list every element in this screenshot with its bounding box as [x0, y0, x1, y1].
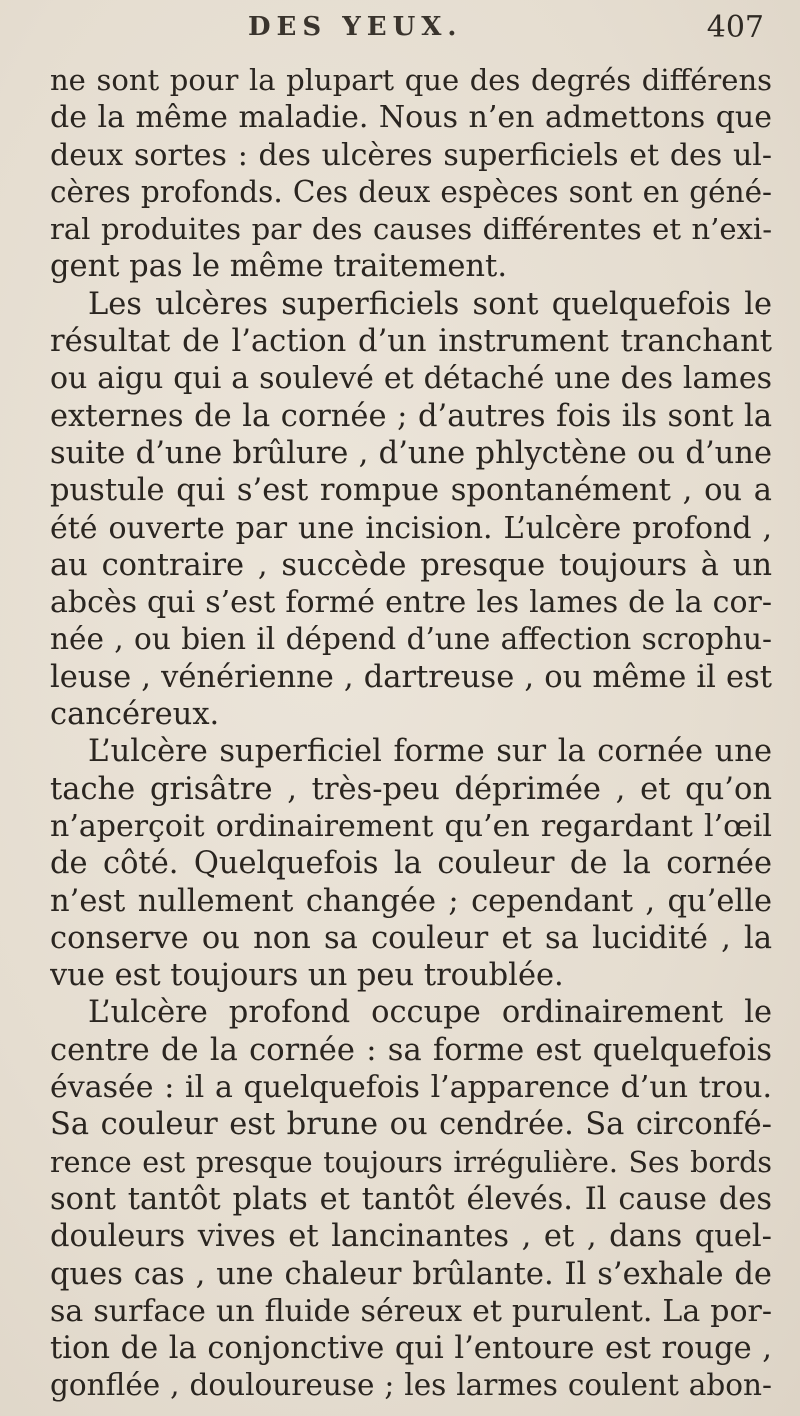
text-line: ne sont pour la plupart que des degrés différens — [50, 63, 772, 97]
page-number: 407 — [706, 10, 764, 45]
text-line: suite d’une brûlure , d’une phlyctène ou d’une — [50, 435, 772, 471]
text-line: conserve ou non sa couleur et sa lucidité , la — [50, 920, 772, 956]
text-line: tion de la conjonctive qui l’entoure est rouge , — [50, 1331, 772, 1367]
text-line: gonflée , douloureuse ; les larmes coulent abon- — [50, 1368, 772, 1403]
text-line: cères profonds. Ces deux espèces sont en géné- — [50, 174, 772, 209]
text-line: ral produites par des causes différentes et n’exi- — [50, 212, 772, 247]
text-line: douleurs vives et lancinantes , et , dans quel- — [50, 1219, 772, 1255]
text-line: gent pas le même traitement. — [50, 249, 508, 285]
text-line: L’ulcère superficiel forme sur la cornée une — [88, 734, 772, 770]
text-line: née , ou bien il dépend d’une affection scrophu- — [50, 622, 772, 657]
body-text — [50, 62, 772, 1405]
text-line: sont tantôt plats et tantôt élevés. Il cause des — [50, 1181, 772, 1217]
text-line: centre de la cornée : sa forme est quelquefois — [50, 1032, 772, 1068]
text-line: leuse , vénérienne , dartreuse , ou même il est — [50, 659, 772, 695]
text-line: de côté. Quelquefois la couleur de la cornée — [50, 846, 772, 882]
text-line: cancéreux. — [50, 697, 220, 733]
text-line: été ouverte par une incision. L’ulcère profond , — [50, 510, 772, 546]
text-line: tache grisâtre , très-peu déprimée , et qu’on — [50, 771, 772, 807]
text-line: Sa couleur est brune ou cendrée. Sa circonfé- — [50, 1107, 772, 1143]
text-line: ques cas , une chaleur brûlante. Il s’exhale de — [50, 1256, 772, 1292]
text-line: n’aperçoit ordinairement qu’en regardant l’œil — [50, 808, 772, 844]
text-line: pustule qui s’est rompue spontanément , ou a — [50, 473, 772, 509]
text-line: Les ulcères superficiels sont quelquefois le — [88, 286, 772, 322]
text-line: rence est presque toujours irrégulière. Ses bords — [50, 1145, 772, 1179]
text-line: de la même maladie. Nous n’en admettons que — [50, 100, 772, 136]
text-line: externes de la cornée ; d’autres fois ils sont la — [50, 398, 772, 434]
running-head — [50, 0, 772, 62]
running-title: DES YEUX. — [248, 12, 463, 42]
text-line: vue est toujours un peu troublée. — [50, 958, 564, 994]
text-line: au contraire , succède presque toujours à un — [50, 547, 772, 583]
text-line: n’est nullement changée ; cependant , qu’elle — [50, 883, 772, 919]
text-line: ou aigu qui a soulevé et détaché une des lames — [50, 361, 772, 397]
text-line: abcès qui s’est formé entre les lames de la cor- — [50, 585, 772, 621]
text-line: évasée : il a quelquefois l’apparence d’un trou. — [50, 1070, 772, 1106]
text-line: L’ulcère profond occupe ordinairement le — [88, 995, 772, 1031]
text-line: résultat de l’action d’un instrument tranchant — [50, 324, 772, 360]
text-line: deux sortes : des ulcères superficiels et des ul- — [50, 137, 772, 173]
text-line: sa surface un fluide séreux et purulent. La por- — [50, 1293, 772, 1329]
